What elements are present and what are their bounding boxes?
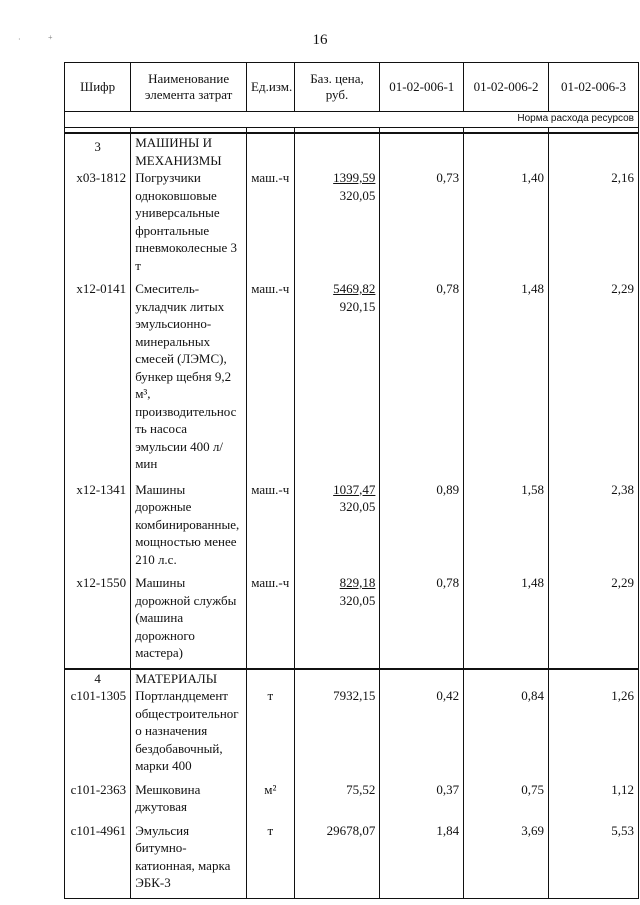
row-code: с101-1305 <box>65 687 131 781</box>
row-value-2: 1,58 <box>464 481 549 575</box>
table-row <box>65 781 639 822</box>
row-price: 75,52 <box>294 781 380 822</box>
resource-table <box>64 62 639 899</box>
row-value-3: 5,53 <box>548 822 638 899</box>
section-header <box>65 669 639 688</box>
row-unit: маш.-ч <box>247 481 295 575</box>
row-value-1: 0,73 <box>380 169 464 280</box>
row-name: Эмульсия битумно-катионная, марка ЭБК-3 <box>131 822 247 899</box>
table-row <box>65 169 639 280</box>
header-name: Наименование элемента затрат <box>131 63 247 112</box>
row-price: 29678,07 <box>294 822 380 899</box>
table-row <box>65 481 639 575</box>
row-unit: т <box>247 822 295 899</box>
header-col2: 01-02-006-2 <box>464 63 549 112</box>
row-value-3: 2,29 <box>548 574 638 669</box>
row-value-2: 0,84 <box>464 687 549 781</box>
row-price: 7932,15 <box>294 687 380 781</box>
section-title: МАТЕРИАЛЫ <box>131 669 247 688</box>
row-price <box>294 481 380 575</box>
row-name: Машины дорожные комбинированные, мощностью менее 210 л.с. <box>131 481 247 575</box>
norm-label: Норма расхода ресурсов <box>65 112 639 128</box>
row-value-1: 0,78 <box>380 280 464 481</box>
row-code: х12-1341 <box>65 481 131 575</box>
row-code: х03-1812 <box>65 169 131 280</box>
table-row <box>65 687 639 781</box>
row-value-2: 1,48 <box>464 280 549 481</box>
price-sub: 920,15 <box>339 298 376 314</box>
row-name: Машины дорожной службы (машина дорожного мастера) <box>131 574 247 669</box>
row-value-2: 0,75 <box>464 781 549 822</box>
section-header <box>65 133 639 169</box>
header-unit: Ед.изм. <box>247 63 295 112</box>
table-header <box>65 63 639 112</box>
table-row <box>65 822 639 899</box>
row-price <box>294 574 380 669</box>
scan-dot: + <box>48 33 53 42</box>
header-col3: 01-02-006-3 <box>548 63 638 112</box>
row-code: х12-1550 <box>65 574 131 669</box>
row-value-3: 2,38 <box>548 481 638 575</box>
header-code: Шифр <box>65 63 131 112</box>
row-name: Погрузчики одноковшовые универсальные фронтальные пневмоколесные 3 т <box>131 169 247 280</box>
row-name: Мешковина джутовая <box>131 781 247 822</box>
page-number: 16 <box>312 32 328 48</box>
price-base: 1037,47 <box>333 481 376 497</box>
row-unit: маш.-ч <box>247 574 295 669</box>
section-number: 3 <box>65 133 131 169</box>
price-sub: 320,05 <box>339 187 376 203</box>
row-unit: маш.-ч <box>247 169 295 280</box>
row-code: с101-4961 <box>65 822 131 899</box>
table-row <box>65 280 639 481</box>
price-sub: 320,05 <box>339 592 376 608</box>
price-base: 1399,59 <box>333 170 376 185</box>
price-sub: 320,05 <box>339 499 376 514</box>
row-name: Смеситель-укладчик литых эмульсионно-минеральных смесей (ЛЭМС), бункер щебня 9,2 м³, производительность насоса эмульсии 400 л/мин <box>131 280 247 481</box>
row-code: с101-2363 <box>65 781 131 822</box>
row-unit: маш.-ч <box>247 280 295 481</box>
price-base: 5469,82 <box>333 281 376 296</box>
row-value-1: 0,42 <box>380 687 464 781</box>
table-row <box>65 574 639 669</box>
row-value-2: 1,40 <box>464 169 549 280</box>
section-title: МАШИНЫ И МЕХАНИЗМЫ <box>131 133 247 169</box>
header-col1: 01-02-006-1 <box>380 63 464 112</box>
row-unit: т <box>247 687 295 781</box>
row-price <box>294 169 380 280</box>
row-value-1: 0,78 <box>380 574 464 669</box>
section-number: 4 <box>65 669 131 688</box>
price-base: 829,18 <box>339 575 376 590</box>
header-price: Баз. цена, руб. <box>294 63 380 112</box>
row-value-3: 1,12 <box>548 781 638 822</box>
row-value-2: 1,48 <box>464 574 549 669</box>
row-name: Портландцемент общестроительного назначения бездобавочный, марки 400 <box>131 687 247 781</box>
row-value-1: 0,37 <box>380 781 464 822</box>
row-value-3: 1,26 <box>548 687 638 781</box>
row-code: х12-0141 <box>65 280 131 481</box>
row-value-2: 3,69 <box>464 822 549 899</box>
scan-dot: · <box>18 35 21 44</box>
row-value-3: 2,29 <box>548 280 638 481</box>
row-value-3: 2,16 <box>548 169 638 280</box>
row-unit: м² <box>247 781 295 822</box>
row-value-1: 0,89 <box>380 481 464 575</box>
norm-row <box>65 112 639 128</box>
row-value-1: 1,84 <box>380 822 464 899</box>
row-price <box>294 280 380 481</box>
